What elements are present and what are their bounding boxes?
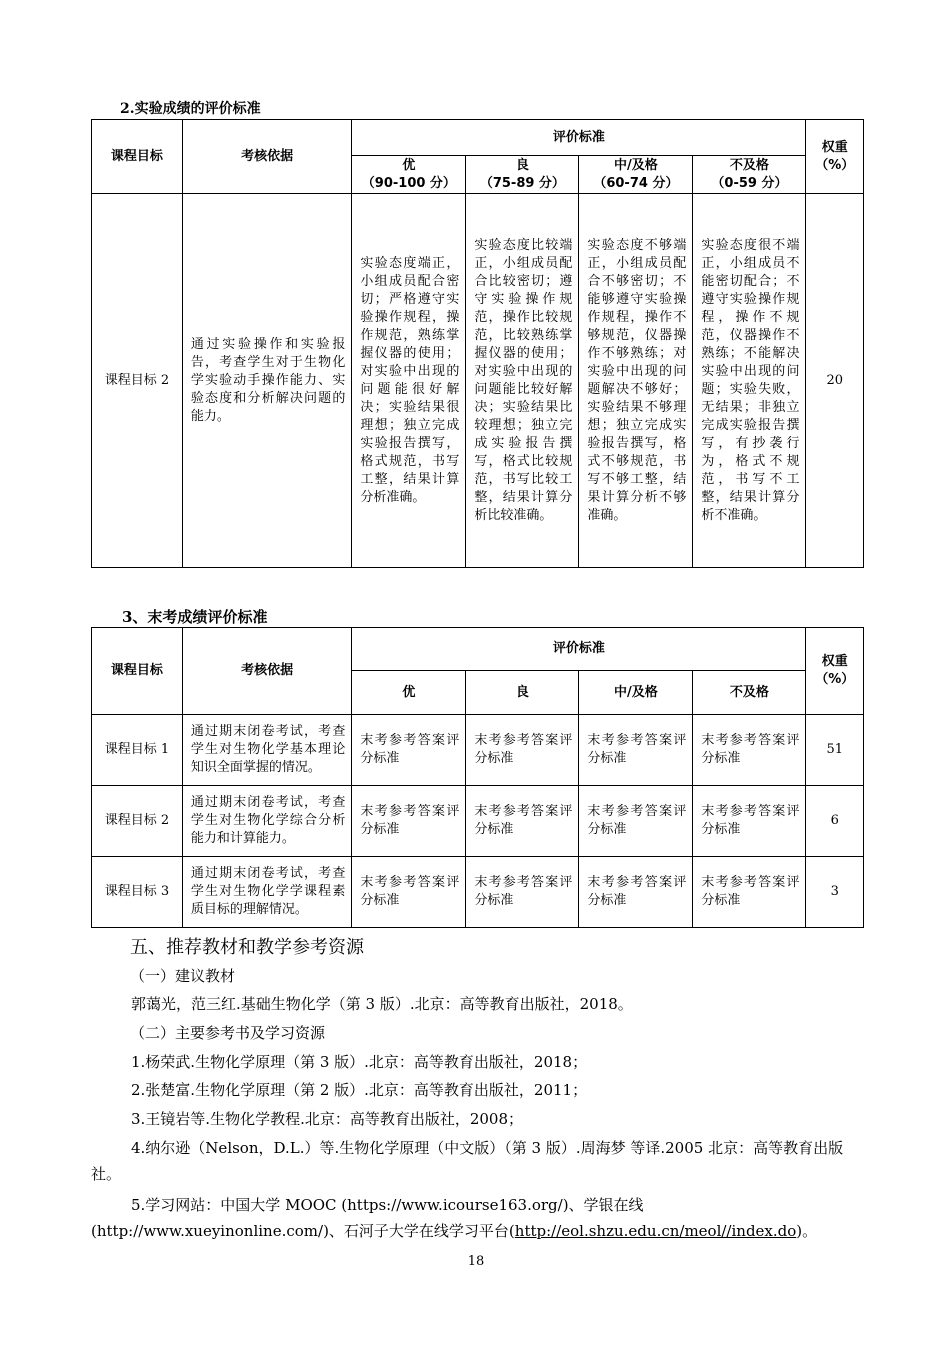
section2-title: 2.实验成绩的评价标准 [120,101,261,117]
header-weight: 权重（%） [806,628,864,715]
header-level-good: 良 [466,671,579,715]
row-level-fail: 末考参考答案评分标准 [693,715,806,786]
subheading-references: （二）主要参考书及学习资源 [130,1024,326,1042]
reference-item: 4.纳尔逊（Nelson，D.L.）等.生物化学原理（中文版）（第 3 版）.周海梦 等译.2005 北京：高等教育出版社。 [91,1139,844,1183]
row-level-excellent: 末考参考答案评分标准 [352,786,466,857]
row-basis: 通过实验操作和实验报告，考查学生对于生物化学实验动手操作能力、实验态度和分析解决问题的能力。 [182,194,352,568]
row-basis: 通过期末闭卷考试，考查学生对生物化学综合分析能力和计算能力。 [182,786,352,857]
row-level-pass: 实验态度不够端正，小组成员配合不够密切；不能够遵守实验操作规程，操作不够规范，仪器操作不够熟练；对实验中出现的问题解决不够好；实验结果不够理想；独立完成实验报告撰写，格式不够规范，书写不够工整，结果计算分析不够准确。 [579,194,693,568]
row-level-pass: 末考参考答案评分标准 [579,786,693,857]
row-level-good: 末考参考答案评分标准 [466,857,579,928]
row-basis: 通过期末闭卷考试，考查学生对生物化学学课程素质目标的理解情况。 [182,857,352,928]
row-level-pass: 末考参考答案评分标准 [579,715,693,786]
row-weight: 51 [806,715,864,786]
row-level-fail: 末考参考答案评分标准 [693,786,806,857]
row-weight: 20 [806,194,864,568]
lab-grading-table [91,119,864,568]
header-standard: 评价标准 [352,120,806,156]
header-standard: 评价标准 [352,628,806,671]
page-number: 18 [467,1254,485,1269]
row-basis: 通过期末闭卷考试，考查学生对生物化学基本理论知识全面掌握的情况。 [182,715,352,786]
row-goal: 课程目标 2 [92,194,183,568]
header-level-fail: 不及格 （0-59 分） [693,156,806,194]
row-level-excellent: 实验态度端正，小组成员配合密切；严格遵守实验操作规程，操作规范，熟练掌握仪器的使用；对实验中出现的问题能很好解决；实验结果很理想；独立完成实验报告撰写，格式规范，书写工整，结果计算分析准确。 [352,194,466,568]
section3-title: 3、末考成绩评价标准 [122,608,268,626]
header-level-pass: 中/及格 [579,671,693,715]
row-level-excellent: 末考参考答案评分标准 [352,857,466,928]
reference-websites-text: 5.学习网站：中国大学 MOOC (https://www.icourse163.org/)、学银在线(http://www.xueyinonline.com/)、石河子大学在线学习平台( [91,1196,644,1240]
row-level-pass: 末考参考答案评分标准 [579,857,693,928]
header-level-fail: 不及格 [693,671,806,715]
row-level-good: 末考参考答案评分标准 [466,715,579,786]
table-row [92,194,864,568]
header-level-excellent: 优 [352,671,466,715]
header-weight: 权重（%） [806,120,864,194]
reference-item: 2.张楚富.生物化学原理（第 2 版）.北京：高等教育出版社，2011； [131,1081,588,1099]
table-row [92,715,864,786]
row-level-good: 实验态度比较端正，小组成员配合比较密切；遵守实验操作规范，操作比较规范，比较熟练掌握仪器的使用；对实验中出现的问题能比较好解决；实验结果比较理想；独立完成实验报告撰写，格式比较规范，书写比较工整，结果计算分析比较准确。 [466,194,579,568]
row-level-excellent: 末考参考答案评分标准 [352,715,466,786]
header-level-good: 良 （75-89 分） [466,156,579,194]
header-basis: 考核依据 [182,120,352,194]
row-level-fail: 实验态度很不端正，小组成员不能密切配合；不遵守实验操作规程，操作不规范，仪器操作不熟练；不能解决实验中出现的问题；实验失败，无结果；非独立完成实验报告撰写，有抄袭行为，格式不规范，书写不工整，结果计算分析不准确。 [693,194,806,568]
reference-item: 1.杨荣武.生物化学原理（第 3 版）.北京：高等教育出版社，2018； [131,1053,588,1071]
row-goal: 课程目标 2 [92,786,183,857]
final-exam-grading-table [91,627,864,928]
chapter-heading: 五、推荐教材和教学参考资源 [130,937,364,958]
reference-item: 3.王镜岩等.生物化学教程.北京：高等教育出版社，2008； [131,1110,524,1128]
row-goal: 课程目标 3 [92,857,183,928]
header-level-excellent: 优 （90-100 分） [352,156,466,194]
textbook-citation: 郭蔼光，范三红.基础生物化学（第 3 版）.北京：高等教育出版社，2018。 [131,995,633,1013]
row-goal: 课程目标 1 [92,715,183,786]
row-level-fail: 末考参考答案评分标准 [693,857,806,928]
row-level-good: 末考参考答案评分标准 [466,786,579,857]
header-basis: 考核依据 [182,628,352,715]
reference-item-websites [91,1192,864,1244]
row-weight: 3 [806,857,864,928]
header-goal: 课程目标 [92,120,183,194]
table-row [92,857,864,928]
header-level-pass: 中/及格 （60-74 分） [579,156,693,194]
reference-websites-suffix: )。 [796,1222,818,1240]
learning-platform-link[interactable]: http://eol.shzu.edu.cn/meol//index.do [514,1222,797,1240]
header-goal: 课程目标 [92,628,183,715]
row-weight: 6 [806,786,864,857]
subheading-textbook: （一）建议教材 [130,967,236,985]
table-row [92,786,864,857]
